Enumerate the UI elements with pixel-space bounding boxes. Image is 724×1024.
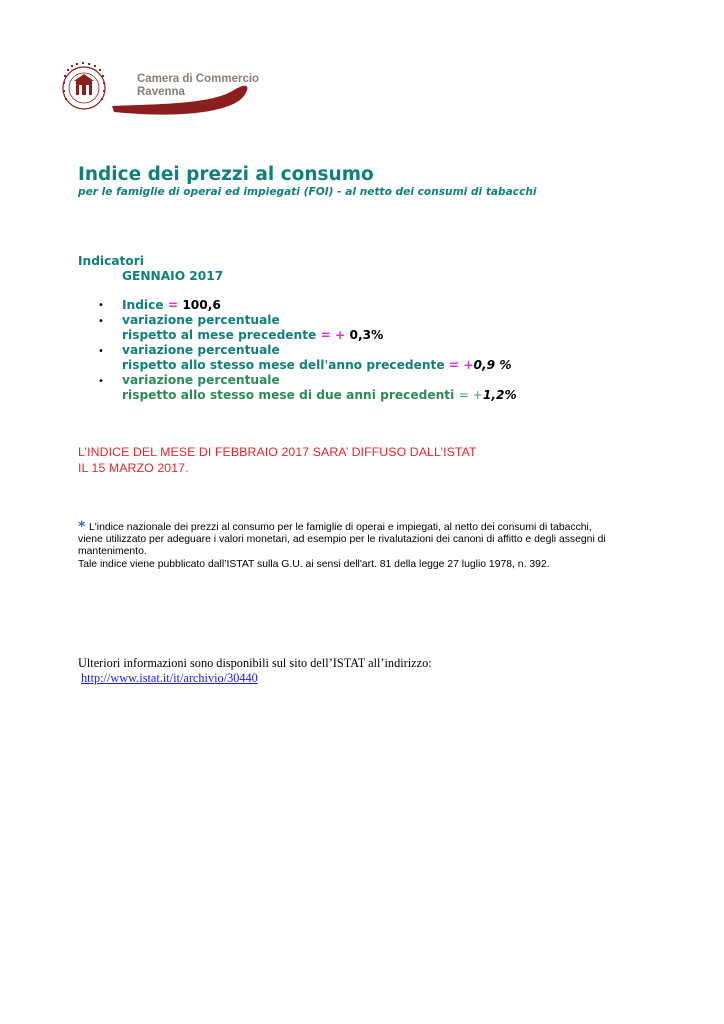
announcement-line1: L’INDICE DEL MESE DI FEBBRAIO 2017 SARA’ DIFFUSO DALL’ISTAT	[78, 445, 477, 459]
indicator-index	[122, 298, 221, 313]
indicator-label-line1: variazione percentuale	[122, 343, 280, 357]
indicator-value: 1,2%	[482, 388, 517, 402]
more-info-text: Ulteriori informazioni sono disponibili sul sito dell’ISTAT all’indirizzo:	[78, 656, 432, 670]
note-line4: Tale indice viene pubblicato dall’ISTAT sulla G.U. ai sensi dell'art. 81 della legge 27 luglio 1978, n. 392.	[78, 559, 550, 570]
indicator-annual-change	[122, 358, 512, 373]
indicator-value: 100,6	[182, 298, 221, 312]
note-line3: mantenimento.	[78, 546, 147, 557]
bullet-icon: •	[98, 346, 104, 357]
asterisk-icon: *	[78, 519, 86, 535]
indicator-label-line2: rispetto allo stesso mese di due anni precedenti	[122, 388, 455, 402]
indicator-equals: = +	[448, 358, 474, 372]
logo-name-line2: Ravenna	[137, 86, 185, 98]
indicator-monthly-change	[122, 328, 383, 343]
indicators-heading: Indicatori	[78, 254, 144, 268]
page-subtitle: per le famiglie di operai ed impiegati (FOI) - al netto dei consumi di tabacchi	[78, 186, 537, 198]
indicator-equals: = +	[458, 388, 483, 402]
bullet-icon: •	[98, 376, 104, 387]
note-line1: L'indice nazionale dei prezzi al consumo per le famiglie di operai e impiegati, al netto dei consumi di tabacchi,	[89, 522, 592, 533]
indicator-label-line2: rispetto allo stesso mese dell'anno precedente	[122, 358, 445, 372]
indicator-value: 0,3%	[349, 328, 384, 342]
indicator-value: 0,9 %	[473, 358, 512, 372]
indicator-label-line2: rispetto al mese precedente	[122, 328, 317, 342]
indicator-label-line1: variazione percentuale	[122, 313, 280, 327]
indicator-equals: = +	[320, 328, 346, 342]
bullet-icon: •	[98, 316, 104, 327]
page-title: Indice dei prezzi al consumo	[78, 164, 374, 185]
indicator-equals: =	[167, 298, 179, 312]
indicator-biennial-change	[122, 388, 517, 403]
istat-archive-link[interactable]: http://www.istat.it/it/archivio/30440	[81, 671, 258, 685]
announcement-line2: IL 15 MARZO 2017.	[78, 461, 189, 475]
indicator-label-line1: variazione percentuale	[122, 373, 280, 387]
indicator-label: Indice	[122, 298, 164, 312]
note-line2: viene utilizzato per adeguare i valori monetari, ad esempio per le rivalutazioni dei canoni di affitto e degli assegni di	[78, 534, 606, 545]
bullet-icon: •	[98, 300, 104, 311]
indicators-month: GENNAIO 2017	[122, 269, 224, 283]
logo-name-line1: Camera di Commercio	[137, 73, 260, 85]
